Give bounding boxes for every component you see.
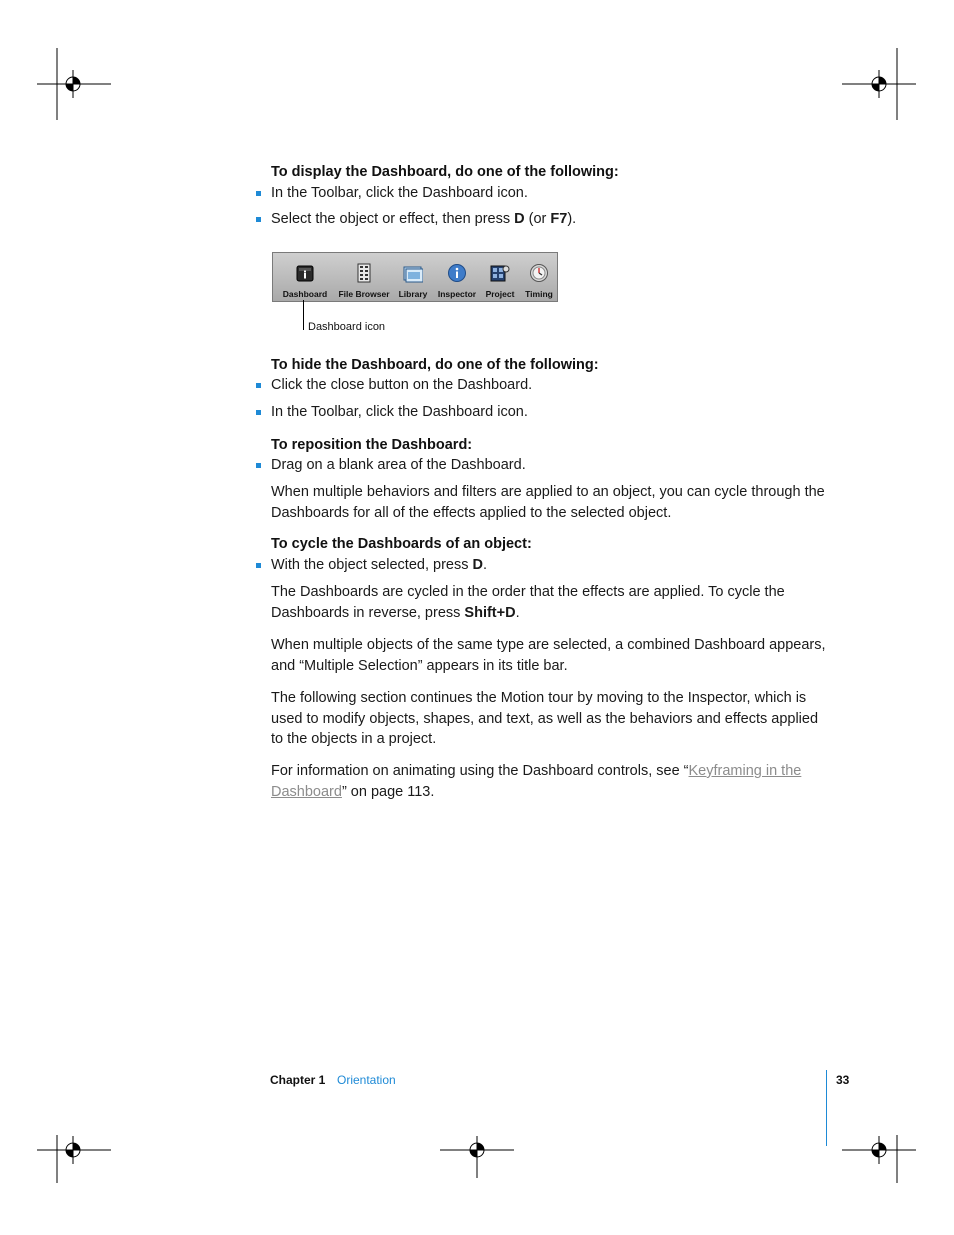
file-browser-icon xyxy=(354,263,374,283)
toolbar-item-dashboard[interactable] xyxy=(277,253,333,301)
library-icon xyxy=(403,263,423,283)
bullet-marker xyxy=(256,410,261,415)
callout-label: Dashboard icon xyxy=(308,321,386,333)
toolbar-label: File Browser xyxy=(338,289,390,299)
toolbar-label: Inspector xyxy=(437,289,477,299)
toolbar-item-file-browser[interactable] xyxy=(335,253,393,301)
display-bullet-2: Select the object or effect, then press D (or F7). xyxy=(271,211,577,227)
cycle-paragraph-1: The Dashboards are cycled in the order that the effects are applied. To cycle the Dashboards in reverse, press Shift+D. xyxy=(271,584,785,621)
page-number: 33 xyxy=(836,1073,850,1087)
bullet-marker xyxy=(256,463,261,468)
bullet-marker xyxy=(256,191,261,196)
toolbar-figure xyxy=(272,252,558,302)
inspector-icon xyxy=(447,263,467,283)
info-paragraph: For information on animating using the Dashboard controls, see “Keyframing in the Dashboard” on page 113. xyxy=(271,763,802,800)
footer-chapter-title: Orientation xyxy=(337,1073,396,1087)
toolbar-label: Dashboard xyxy=(282,289,328,299)
toolbar-item-inspector[interactable] xyxy=(434,253,480,301)
toolbar-label: Timing xyxy=(525,289,553,299)
reposition-paragraph: When multiple behaviors and filters are applied to an object, you can cycle through the Dashboards for all of the effects applied to the selected object. xyxy=(271,484,825,521)
hide-bullet-2: In the Toolbar, click the Dashboard icon. xyxy=(271,404,528,420)
project-icon xyxy=(490,263,510,283)
cycle-paragraph-3: The following section continues the Motion tour by moving to the Inspector, which is used to modify objects, shapes, and text, as well as the behaviors and effects applied to the objects in a project. xyxy=(271,690,819,747)
callout-line xyxy=(303,300,304,330)
bullet-marker xyxy=(256,563,261,568)
display-heading: To display the Dashboard, do one of the following: xyxy=(271,164,619,180)
footer-chapter: Chapter 1 xyxy=(270,1073,326,1087)
bullet-marker xyxy=(256,217,261,222)
reposition-heading: To reposition the Dashboard: xyxy=(271,437,473,453)
timing-icon xyxy=(529,263,549,283)
reposition-bullet: Drag on a blank area of the Dashboard. xyxy=(271,457,526,473)
bullet-marker xyxy=(256,383,261,388)
display-bullet-1: In the Toolbar, click the Dashboard icon. xyxy=(271,185,528,201)
cycle-heading: To cycle the Dashboards of an object: xyxy=(271,536,532,552)
hide-heading: To hide the Dashboard, do one of the following: xyxy=(271,357,599,373)
cycle-bullet: With the object selected, press D. xyxy=(271,557,488,573)
footer-divider xyxy=(826,1070,827,1146)
keyframing-link[interactable]: Keyframing in the Dashboard xyxy=(271,763,802,800)
toolbar-item-project[interactable] xyxy=(481,253,519,301)
dashboard-icon xyxy=(295,263,315,283)
toolbar-label: Project xyxy=(485,289,515,299)
toolbar-label: Library xyxy=(398,289,428,299)
cycle-paragraph-2: When multiple objects of the same type are selected, a combined Dashboard appears, and “Multiple Selection” appears in its title bar. xyxy=(271,637,826,674)
hide-bullet-1: Click the close button on the Dashboard. xyxy=(271,377,533,393)
toolbar-item-timing[interactable] xyxy=(520,253,558,301)
toolbar-item-library[interactable] xyxy=(394,253,432,301)
